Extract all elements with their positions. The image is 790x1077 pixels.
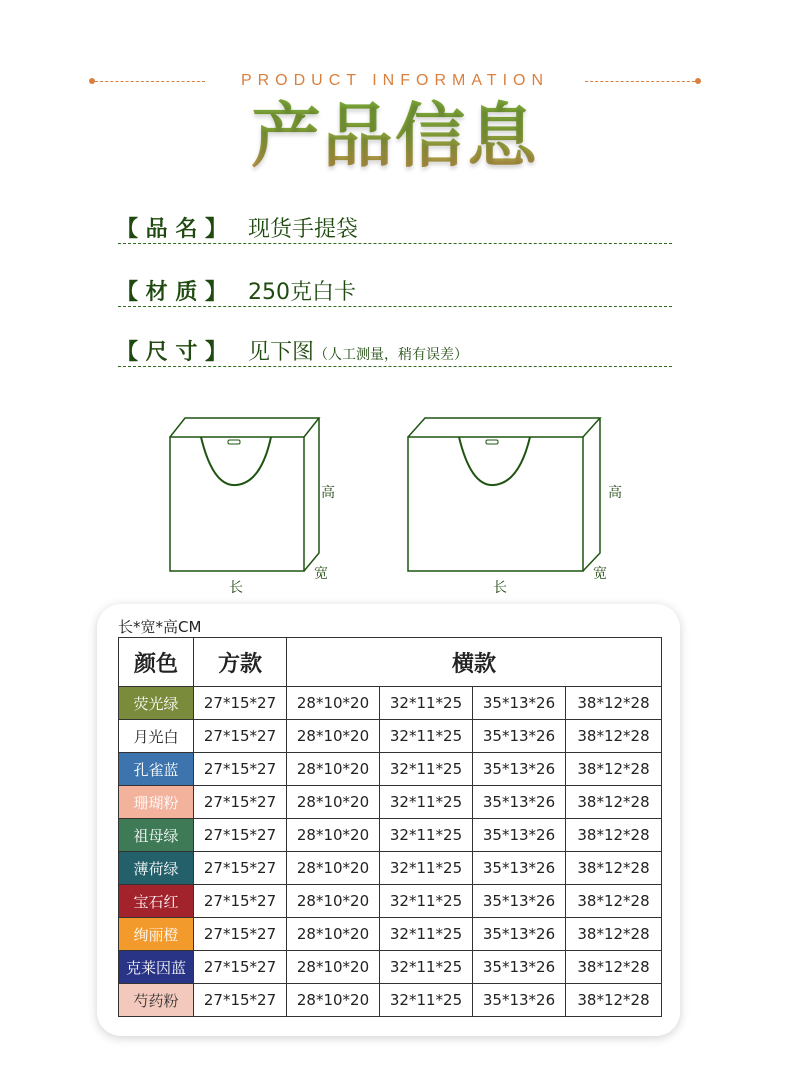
horizontal-size-cell: 35*13*26 xyxy=(473,885,566,918)
horizontal-size-cell: 38*12*28 xyxy=(566,687,662,720)
horizontal-size-cell: 28*10*20 xyxy=(287,885,380,918)
horizontal-size-cell: 38*12*28 xyxy=(566,918,662,951)
size-note: （人工测量，稍有误差） xyxy=(314,347,469,363)
square-size-cell: 27*15*27 xyxy=(194,687,287,720)
info-divider xyxy=(118,366,672,367)
color-name-cell: 月光白 xyxy=(119,720,194,753)
horizontal-size-cell: 32*11*25 xyxy=(380,951,473,984)
info-key-material: 【 材 质 】 xyxy=(116,280,227,305)
color-name-cell: 祖母绿 xyxy=(119,819,194,852)
color-name-cell: 孔雀蓝 xyxy=(119,753,194,786)
horizontal-size-cell: 32*11*25 xyxy=(380,786,473,819)
bag-horizontal-outline-icon xyxy=(403,412,608,577)
table-row xyxy=(119,819,662,852)
color-name-cell: 绚丽橙 xyxy=(119,918,194,951)
horizontal-size-cell: 32*11*25 xyxy=(380,687,473,720)
horizontal-size-cell: 32*11*25 xyxy=(380,720,473,753)
info-key-size: 【 尺 寸 】 xyxy=(116,340,227,365)
square-size-cell: 27*15*27 xyxy=(194,951,287,984)
info-divider xyxy=(118,306,672,307)
bag1-width-label: 宽 xyxy=(314,566,328,582)
size-table xyxy=(118,637,662,1017)
table-row xyxy=(119,984,662,1017)
header-left-line xyxy=(95,81,205,82)
size-value: 见下图 xyxy=(248,340,315,365)
horizontal-size-cell: 38*12*28 xyxy=(566,951,662,984)
info-value-name: 现货手提袋 xyxy=(248,217,359,242)
horizontal-size-cell: 35*13*26 xyxy=(473,687,566,720)
horizontal-size-cell: 35*13*26 xyxy=(473,753,566,786)
bag-diagram-square xyxy=(165,412,325,577)
square-size-cell: 27*15*27 xyxy=(194,720,287,753)
header-right-line xyxy=(585,81,695,82)
horizontal-size-cell: 38*12*28 xyxy=(566,720,662,753)
bag2-length-label: 长 xyxy=(493,580,507,596)
info-key-name: 【 品 名 】 xyxy=(116,217,227,242)
horizontal-size-cell: 28*10*20 xyxy=(287,687,380,720)
table-row xyxy=(119,720,662,753)
horizontal-size-cell: 38*12*28 xyxy=(566,852,662,885)
color-name-cell: 薄荷绿 xyxy=(119,852,194,885)
horizontal-size-cell: 35*13*26 xyxy=(473,720,566,753)
horizontal-size-cell: 32*11*25 xyxy=(380,885,473,918)
horizontal-size-cell: 28*10*20 xyxy=(287,786,380,819)
header-square: 方款 xyxy=(194,638,287,687)
table-row xyxy=(119,786,662,819)
horizontal-size-cell: 32*11*25 xyxy=(380,852,473,885)
horizontal-size-cell: 38*12*28 xyxy=(566,753,662,786)
square-size-cell: 27*15*27 xyxy=(194,753,287,786)
horizontal-size-cell: 38*12*28 xyxy=(566,984,662,1017)
horizontal-size-cell: 35*13*26 xyxy=(473,852,566,885)
table-header-row xyxy=(119,638,662,687)
header-right-dot xyxy=(695,78,701,84)
info-value-material: 250克白卡 xyxy=(248,280,356,305)
color-name-cell: 克莱因蓝 xyxy=(119,951,194,984)
horizontal-size-cell: 38*12*28 xyxy=(566,819,662,852)
table-row xyxy=(119,687,662,720)
horizontal-size-cell: 35*13*26 xyxy=(473,819,566,852)
header-english: PRODUCT INFORMATION xyxy=(240,72,550,89)
bag1-length-label: 长 xyxy=(229,580,243,596)
horizontal-size-cell: 28*10*20 xyxy=(287,753,380,786)
color-name-cell: 珊瑚粉 xyxy=(119,786,194,819)
square-size-cell: 27*15*27 xyxy=(194,918,287,951)
color-name-cell: 芍药粉 xyxy=(119,984,194,1017)
square-size-cell: 27*15*27 xyxy=(194,885,287,918)
horizontal-size-cell: 35*13*26 xyxy=(473,951,566,984)
table-row xyxy=(119,951,662,984)
horizontal-size-cell: 28*10*20 xyxy=(287,852,380,885)
square-size-cell: 27*15*27 xyxy=(194,984,287,1017)
horizontal-size-cell: 28*10*20 xyxy=(287,720,380,753)
horizontal-size-cell: 28*10*20 xyxy=(287,951,380,984)
bag1-height-label: 高 xyxy=(321,485,335,501)
horizontal-size-cell: 35*13*26 xyxy=(473,984,566,1017)
horizontal-size-cell: 28*10*20 xyxy=(287,819,380,852)
bag2-height-label: 高 xyxy=(608,485,622,501)
horizontal-size-cell: 35*13*26 xyxy=(473,786,566,819)
header-color: 颜色 xyxy=(119,638,194,687)
bag2-width-label: 宽 xyxy=(593,566,607,582)
square-size-cell: 27*15*27 xyxy=(194,852,287,885)
table-row xyxy=(119,753,662,786)
unit-label: 长*宽*高CM xyxy=(118,618,202,636)
horizontal-size-cell: 32*11*25 xyxy=(380,918,473,951)
horizontal-size-cell: 32*11*25 xyxy=(380,819,473,852)
table-row xyxy=(119,918,662,951)
table-body xyxy=(119,687,662,1017)
info-value-size xyxy=(248,335,468,366)
bag-square-outline-icon xyxy=(165,412,325,577)
square-size-cell: 27*15*27 xyxy=(194,819,287,852)
table-row xyxy=(119,885,662,918)
color-name-cell: 宝石红 xyxy=(119,885,194,918)
bag-diagram-horizontal xyxy=(403,412,608,577)
horizontal-size-cell: 32*11*25 xyxy=(380,753,473,786)
horizontal-size-cell: 28*10*20 xyxy=(287,918,380,951)
color-name-cell: 荧光绿 xyxy=(119,687,194,720)
horizontal-size-cell: 38*12*28 xyxy=(566,786,662,819)
horizontal-size-cell: 35*13*26 xyxy=(473,918,566,951)
horizontal-size-cell: 38*12*28 xyxy=(566,885,662,918)
page-title: 产品信息 xyxy=(195,96,595,176)
horizontal-size-cell: 28*10*20 xyxy=(287,984,380,1017)
horizontal-size-cell: 32*11*25 xyxy=(380,984,473,1017)
table-row xyxy=(119,852,662,885)
info-divider xyxy=(118,243,672,244)
square-size-cell: 27*15*27 xyxy=(194,786,287,819)
header-horizontal: 横款 xyxy=(287,638,662,687)
